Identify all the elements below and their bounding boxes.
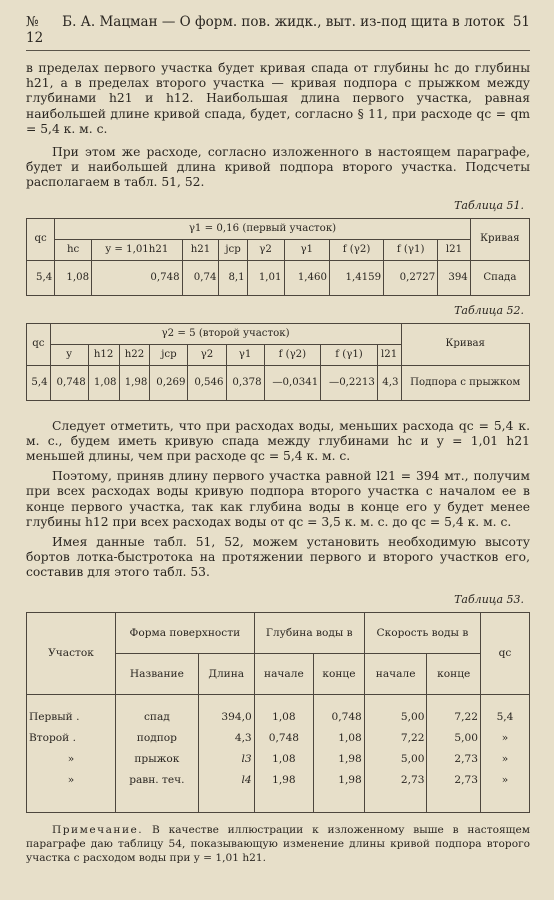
table-cell: 2,73 xyxy=(427,770,481,791)
table-cell: 5,4 xyxy=(27,365,51,400)
table-53-depth-header: Глубина воды в xyxy=(254,612,364,653)
table-52-qc-header: qc xyxy=(27,323,51,365)
table-53-section-header: Участок xyxy=(27,612,116,694)
table-cell: 2,73 xyxy=(427,749,481,770)
table-cell: 0,748 xyxy=(314,694,365,728)
table-cell: Подпора с прыжком xyxy=(401,365,530,400)
table-cell: 0,74 xyxy=(182,260,219,295)
table-cell: » xyxy=(481,728,530,749)
table-cell: 0,378 xyxy=(226,365,264,400)
table-52-col: h12 xyxy=(88,344,119,365)
table-cell: 1,98 xyxy=(119,365,150,400)
running-title: Б. А. Мацман — О форм. пов. жидк., выт. из-под щита в лоток xyxy=(62,14,505,30)
table-52-col: γ1 xyxy=(226,344,264,365)
table-51-qc-header: qc xyxy=(27,218,55,260)
table-52-group-header: γ2 = 5 (второй участок) xyxy=(50,323,401,344)
table-cell: прыжок xyxy=(116,749,199,770)
table-cell: 1,08 xyxy=(254,749,313,770)
table-cell: 7,22 xyxy=(427,694,481,728)
table-cell: 1,98 xyxy=(314,749,365,770)
paragraph-4: Поэтому, приняв длину первого участка равной l21 = 394 мт., получим при всех расходах воды кривую подпора второго участка с началом ее в конце первого участка, так как глубина воды в конце его y будет менее глубины h12 при всех расходах воды от qc = 3,5 к. м. с. до qc = 5,4 к. м. с. xyxy=(26,469,530,529)
table-cell: 1,08 xyxy=(88,365,119,400)
page-number: 51 xyxy=(512,14,530,30)
table-cell: » xyxy=(27,770,116,791)
table-51-col: f (γ1) xyxy=(384,239,438,260)
table-53-depth-start-header: начале xyxy=(254,653,313,694)
table-cell: 5,00 xyxy=(364,749,427,770)
table-cell: 1,08 xyxy=(254,694,313,728)
paragraph-5: Имея данные табл. 51, 52, можем установить необходимую высоту бортов лотка-быстротока на протяжении первого и второго участков его, составив для этого табл. 53. xyxy=(26,535,530,580)
table-cell: 8,1 xyxy=(219,260,247,295)
table-cell: 394 xyxy=(438,260,471,295)
table-cell: Спада xyxy=(470,260,529,295)
table-51 xyxy=(26,218,530,296)
issue-number: № 12 xyxy=(26,14,44,46)
table-cell: 1,4159 xyxy=(330,260,384,295)
table-cell: » xyxy=(27,749,116,770)
table-52-col: h22 xyxy=(119,344,150,365)
table-cell: Первый . xyxy=(27,694,116,728)
table-53-speed-header: Скорость воды в xyxy=(364,612,480,653)
table-cell: 1,98 xyxy=(314,770,365,791)
footnote-text: В качестве иллюстрации к изложенному выше в настоящем параграфе даю таблицу 54, показывающую изменение длины кривой подпора второго участка с расходом воды при y = 1,01 h21. xyxy=(26,823,530,864)
table-cell: 7,22 xyxy=(364,728,427,749)
table-51-col: l21 xyxy=(438,239,471,260)
table-53-speed-end-header: конце xyxy=(427,653,481,694)
table-cell: 0,748 xyxy=(254,728,313,749)
table-row xyxy=(27,694,530,728)
table-cell: 1,460 xyxy=(284,260,329,295)
table-51-col: γ1 xyxy=(284,239,329,260)
table-51-col: hc xyxy=(55,239,92,260)
table-51-col: γ2 xyxy=(247,239,284,260)
table-cell: 5,00 xyxy=(427,728,481,749)
table-cell: 4,3 xyxy=(377,365,401,400)
table-53-form-header: Форма поверхности xyxy=(116,612,255,653)
table-cell: подпор xyxy=(116,728,199,749)
table-51-caption: Таблица 51. xyxy=(454,198,524,212)
table-cell: —0,2213 xyxy=(321,365,378,400)
table-53-speed-start-header: начале xyxy=(364,653,427,694)
table-cell: 1,08 xyxy=(314,728,365,749)
table-53-length-header: Длина xyxy=(198,653,254,694)
table-53-depth-end-header: конце xyxy=(314,653,365,694)
table-52-col: f (γ2) xyxy=(264,344,321,365)
table-cell: 2,73 xyxy=(364,770,427,791)
table-row xyxy=(27,260,530,295)
table-52-curve-header: Кривая xyxy=(401,323,530,365)
table-cell: 1,08 xyxy=(55,260,92,295)
table-51-col: jср xyxy=(219,239,247,260)
table-51-col: h21 xyxy=(182,239,219,260)
table-52-caption: Таблица 52. xyxy=(454,303,524,317)
table-cell: 4,3 xyxy=(198,728,254,749)
table-52-col: y xyxy=(50,344,88,365)
table-51-group-header: γ1 = 0,16 (первый участок) xyxy=(55,218,471,239)
table-52-col: f (γ1) xyxy=(321,344,378,365)
table-row xyxy=(27,749,530,770)
table-cell: спад xyxy=(116,694,199,728)
paragraph-2: При этом же расходе, согласно изложенного в настоящем параграфе, будет и наибольшей длина кривой подпора второго участка. Подсчеты располагаем в табл. 51, 52. xyxy=(26,145,530,190)
table-cell: » xyxy=(481,770,530,791)
table-cell: Второй . xyxy=(27,728,116,749)
table-53-name-header: Название xyxy=(116,653,199,694)
table-cell: 0,748 xyxy=(50,365,88,400)
footnote xyxy=(26,823,530,865)
table-52-col: γ2 xyxy=(188,344,226,365)
paragraph-3: Следует отметить, что при расходах воды, меньших расхода qc = 5,4 к. м. с., будем иметь кривую спада между глубинами hc и y = 1,01 h21 меньшей длины, чем при расходе qc = 5,4 к. м. с. xyxy=(26,418,530,464)
paragraph-1: в пределах первого участка будет кривая спада от глубины hc до глубины h21, а в пределах второго участка — кривая подпора с прыжком между глубинами h21 и h12. Наибольшая длина первого участка, равная наибольшей длине кривой спада, будет, согласно § 11, при расходе qc = qm = 5,4 к. м. с. xyxy=(26,61,530,136)
table-cell: 1,98 xyxy=(254,770,313,791)
table-cell: l3 xyxy=(198,749,254,770)
table-53 xyxy=(26,612,530,813)
table-cell: 0,2727 xyxy=(384,260,438,295)
table-52-col: jср xyxy=(150,344,188,365)
table-cell: 5,4 xyxy=(27,260,55,295)
table-cell: 0,748 xyxy=(92,260,183,295)
table-row xyxy=(27,770,530,791)
table-cell: » xyxy=(481,749,530,770)
table-cell: 5,00 xyxy=(364,694,427,728)
table-cell: 1,01 xyxy=(247,260,284,295)
table-51-col: f (γ2) xyxy=(330,239,384,260)
table-cell: 394,0 xyxy=(198,694,254,728)
table-row xyxy=(27,365,530,400)
table-53-caption: Таблица 53. xyxy=(454,592,524,606)
table-cell: —0,0341 xyxy=(264,365,321,400)
footnote-label: Примечание. xyxy=(52,823,144,836)
table-53-qc-header: qc xyxy=(481,612,530,694)
table-row xyxy=(27,728,530,749)
table-52-col: l21 xyxy=(377,344,401,365)
running-header xyxy=(26,14,530,51)
table-51-col: y = 1,01h21 xyxy=(92,239,183,260)
table-51-curve-header: Кривая xyxy=(470,218,529,260)
table-cell: 0,546 xyxy=(188,365,226,400)
table-52 xyxy=(26,323,530,401)
table-cell: 5,4 xyxy=(481,694,530,728)
table-cell: l4 xyxy=(198,770,254,791)
table-cell: 0,269 xyxy=(150,365,188,400)
table-cell: равн. теч. xyxy=(116,770,199,791)
